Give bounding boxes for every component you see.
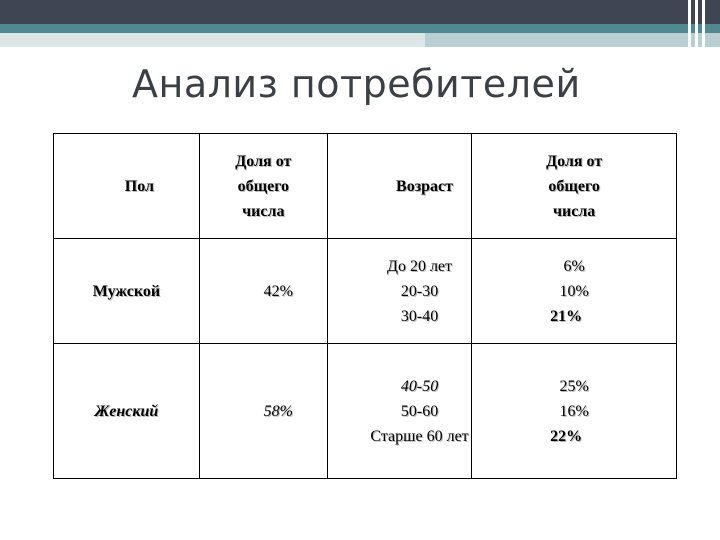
table-header-row [54,134,677,239]
header-stripes-decoration [686,0,710,47]
header-age-share: Доля от общего числа [472,134,677,239]
table-row [54,344,677,479]
table-row [54,239,677,344]
cell-age-shares: 25% 16% 22% [472,344,677,479]
cell-gender: Мужской [54,239,200,344]
header-age: Возраст [327,134,471,239]
cell-age-shares: 6% 10% 21% [472,239,677,344]
header-gender: Пол [54,134,200,239]
header-teal-bar [0,24,720,33]
header-share: Доля от общего числа [199,134,327,239]
header-light-bar [0,33,425,47]
cell-ages: 40-50 50-60 Старше 60 лет [327,344,471,479]
cell-share: 58% [199,344,327,479]
cell-ages: До 20 лет 20-30 30-40 [327,239,471,344]
header-light-bar-right [425,33,720,47]
header-dark-bar [0,0,720,24]
cell-share: 42% [199,239,327,344]
slide-title: Анализ потребителей [132,62,581,106]
cell-gender: Женский [54,344,200,479]
consumer-table [53,133,677,479]
